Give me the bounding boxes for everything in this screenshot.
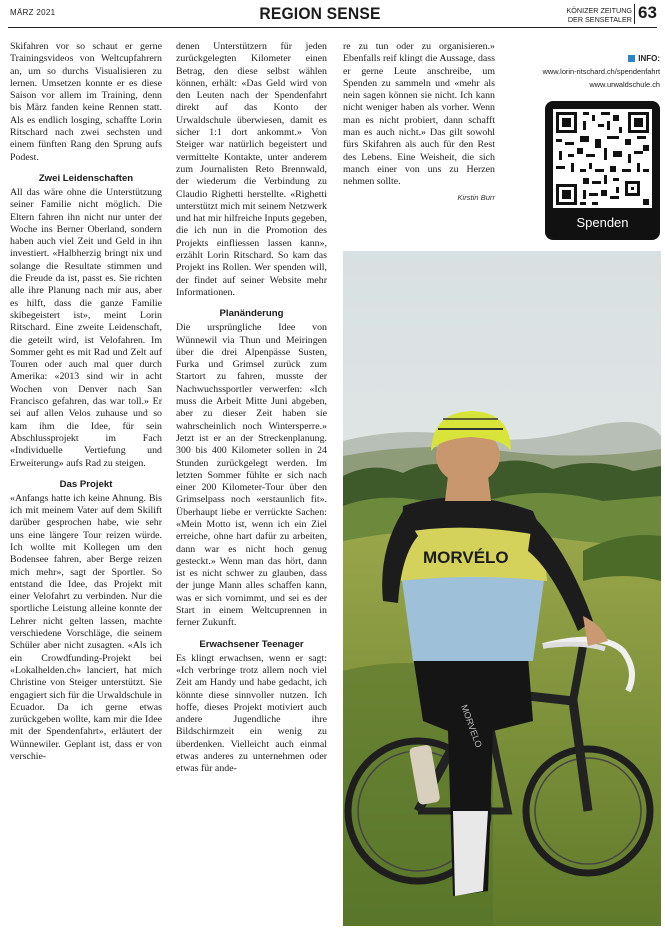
page-number: 63 — [638, 3, 657, 22]
cyclist-image — [343, 251, 661, 926]
newspaper-name-line2: DER SENSETALER — [567, 15, 632, 24]
shorts-logo-text: MORVELO — [459, 703, 484, 749]
header-separator — [634, 4, 635, 24]
newspaper-name — [556, 6, 632, 24]
info-link-spendenfahrt[interactable]: www.lorin-ritschard.ch/spendenfahrt — [542, 67, 660, 76]
article-column-3 — [343, 41, 495, 204]
issue-date: MÄRZ 2021 — [10, 8, 56, 17]
cyclist-photo — [343, 251, 661, 926]
paragraph: re zu tun oder zu organisieren.» Ebenfalls reif klingt die Aussage, dass er gerne Leute anschreibe, um Spenden zu sammeln und «mehr als nein sagen können sie nicht. Ich kann nicht weniger haben als vorher. Wenn man es nicht probiert, dann schafft man es auch nicht.» Das gilt sowohl fürs Skifahren als auch für den Rest des Lebens. Eine Weisheit, die sich manch einer von uns zu Herzen nehmen sollte. — [343, 41, 495, 188]
paragraph: Die ursprüngliche Idee von Wünnewil via Thun und Meiringen über die drei Alpenpässe Susten, Furka und Grimsel zurück zum Startort zu fahren, musste der Nachwuchssportler verwerfen: «Ich muss die Arbeit Mitte Juni abgeben, aber zu dieser Zeit haben sie wahrscheinlich noch Wintersperre.» Jetzt ist er an der Streckenplanung. 300 bis 400 Kilometer sollen in 24 Stunden zurückgelegt werden. Im letzten Sommer fühlte er sich nach einer 200 Kilometer-Tour über den Grimselpass noch «erstaunlich fit». Überhaupt liebe er verrückte Sachen: «Mein Motto ist, wenn ich ein Ziel erreiche, ohne hart dafür zu arbeiten, dann war es nicht hoch genug gesteckt.» Wenn man das hört, dann ist es nicht schwer zu glauben, dass der junge Mann alles schaffen kann, was er sich vornimmt, und sei es der Start in einem Weltcuprennen in ferner Zukunft. — [176, 322, 327, 629]
info-label: INFO: — [638, 54, 660, 63]
info-square-icon — [628, 55, 635, 62]
info-heading — [540, 52, 660, 65]
jersey-logo-text: MORVÉLO — [423, 548, 509, 567]
info-box — [540, 52, 660, 91]
subheading: Planänderung — [219, 308, 284, 320]
donate-qr-code[interactable] — [545, 101, 660, 240]
paragraph: «Anfangs hatte ich keine Ahnung. Bis ich mit meinem Vater auf dem Skilift darüber gesprochen habe, wie sehr uns eine längere Tour reizen würde. Ich wollte mit Kollegen um den Bodensee fahren, aber Berge reizen mich mehr», sagt der Sportler. So entstand die Idee, das Projekt mit einer Velofahrt zu verbinden. Nur die sportliche Leistung alleine konnte der Lehrer nicht gelten lassen, machte verschiedene Vorschläge, die seinem Schüler aber nicht zusagten. «Als ich ein Crowdfunding-Projekt bei «Lokalhelden.ch» lanciert, hat mich Christine von Steiger unterstützt. Sie engagiert sich für die Urwaldschule in Ecuador. Da ich gerne etwas zurückgeben wollte, kam mir die Idee mit der Spendenfahrt», erläutert der Wünnewiler. Geplant ist, dass er von verschie- — [10, 492, 162, 763]
qr-label: Spenden — [576, 215, 629, 230]
paragraph: Es klingt erwachsen, wenn er sagt: «Ich verbringe trotz allem noch viel Zeit am Handy und habe gedacht, ich könnte diese sinnvoller nutzen. Ich hoffe, dieses Projekt motiviert auch andere Jugendliche ihre Bildschirmzeit ein wenig zu überdenken. Vielleicht auch einmal etwas anderes zu unternehmen oder etwas für ande- — [176, 652, 327, 775]
author-byline: Kirstin Burr — [457, 192, 495, 202]
subheading: Erwachsener Teenager — [199, 638, 304, 650]
qr-code-icon — [553, 109, 652, 208]
newspaper-name-line1: KÖNIZER ZEITUNG — [566, 6, 632, 15]
subheading: Zwei Leidenschaften — [38, 172, 134, 184]
paragraph: denen Unterstützern für jeden zurückgelegten Kilometer einen Betrag, den diese selbst wählen können, erhält: «Das Geld wird von den Leuten nach der Spendenfahrt direkt auf das Konto der Urwaldschule überwiesen, damit es sicher 1:1 dort ankommt.» Von Steiger war natürlich begeistert und vermittelte Kontakte, unter anderem zum Journalisten Reto Brennwald, der wiederum die Verbindung zu Claudio Righetti herstellte. «Righetti unterstützt mich mit seinem Netzwerk und hat mir hilfreiche Inputs gegeben, die ich nun in die Promotion des Projekts einfliessen lassen kann», erzählt Lorin Ritschard. So kam das Projekt ins Rollen. Wer spenden will, der findet auf seiner Website mehr Informationen. — [176, 41, 327, 298]
page-header — [0, 0, 665, 29]
section-title: REGION SENSE — [259, 4, 381, 23]
article-column-2 — [176, 41, 327, 926]
qr-code-area — [553, 109, 652, 208]
info-link-urwaldschule[interactable]: www.urwaldschule.ch — [589, 80, 660, 89]
paragraph: All das wäre ohne die Unterstützung seiner Familie nicht möglich. Die Eltern fahren ihn nicht nur unter der Woche ins Berner Oberland, sondern haben auch viel Zeit und Geld in ihn investiert. «Halbherzig bringt nix und solange die Resultate stimmen und die Freude da ist, passt es. Sie richten alle ihre Planung nach mir aus, aber es hilft, dass die ganze Familie skibegeistert ist», meint Lorin Ritschard. Eine zweite Leidenschaft, die geteilt wird, ist Velofahren. Im Sommer geht es mit Rad und Zelt auf Touren oder auch mal quer durch Amerika: «2013 sind wir in acht Wochen von Denver nach San Francisco gefahren, das war toll.» Er sei auf allen Velos zuhause und so kam ihm die Idee, für sein Abschlussprojekt im Fach «Individuelle Vertiefung und Erweiterung» aufs Rad zu steigen. — [10, 186, 162, 469]
article-column-1 — [10, 41, 162, 926]
paragraph: Skifahren vor so schaut er gerne Trainingsvideos von Weltcupfahrern an, um so durchs Visualisieren zu lernen. Umsetzen konnte er es diese Saison vor allem im Training, denn bis März fanden keine Rennen statt. Als es endlich losging, schaffte Lorin Ritschard nach zwei sechsten und einem fünften Rang den Sprung aufs Podest. — [10, 41, 162, 163]
subheading: Das Projekt — [59, 478, 113, 490]
header-rule — [8, 27, 657, 28]
